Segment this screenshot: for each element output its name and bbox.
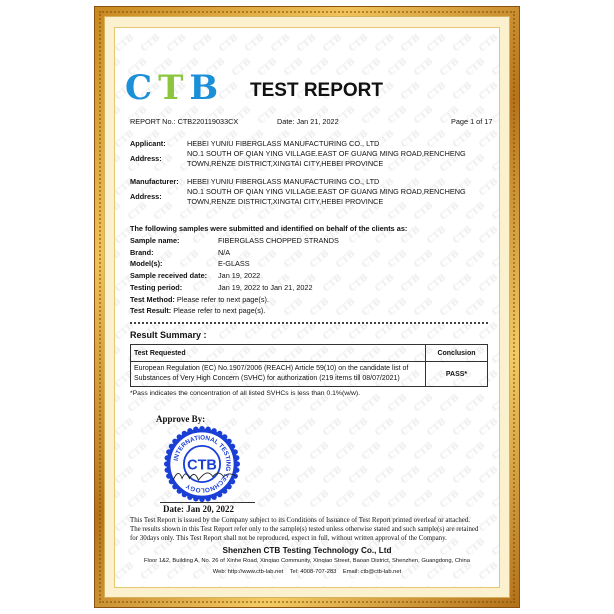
test-result-label: Test Result:: [130, 306, 172, 315]
result-summary-heading: Result Summary :: [130, 330, 207, 340]
page-number: Page 1 of 17: [451, 117, 493, 126]
sample-field-value: FIBERGLASS CHOPPED STRANDS: [218, 236, 339, 245]
sample-field-value: E-GLASS: [218, 259, 250, 269]
footer-web[interactable]: Web: http://www.ctb-lab.net: [212, 569, 284, 575]
result-table: [130, 344, 488, 387]
table-row: [131, 362, 488, 387]
approval-stamp-icon: [164, 426, 240, 502]
sample-field-value: N/A: [218, 247, 231, 257]
footer-tel: Tel: 4008-707-283: [289, 569, 337, 575]
manufacturer-value: HEBEI YUNIU FIBERGLASS MANUFACTURING CO., LTD: [187, 177, 380, 186]
logo-c: C: [125, 68, 159, 108]
applicant-address-line2: TOWN,RENZE DISTRICT,XINGTAI CITY,HEBEI PROVINCE: [187, 159, 384, 168]
logo-t: T: [158, 68, 190, 108]
approve-by-label: Approve By:: [156, 414, 206, 424]
page-title: TEST REPORT: [250, 80, 384, 101]
test-method-label: Test Method:: [130, 295, 175, 304]
disclaimer-line: The results shown in this Test Report refer only to the sample(s) tested unless otherwise stated and such sample(s) are retained: [130, 526, 479, 533]
report-date: Date: Jan 21, 2022: [277, 117, 339, 126]
applicant-address-line1: NO.1 SOUTH OF QIAN YING VILLAGE.EAST OF GUANG MING ROAD,RENCHENG: [187, 149, 466, 158]
test-result: [130, 306, 265, 315]
stamp-center-text: CTB: [187, 457, 217, 474]
footer-email[interactable]: Email: ctb@ctb-lab.net: [342, 569, 402, 575]
samples-intro: The following samples were submitted and identified on behalf of the clients as:: [130, 224, 408, 233]
col-conclusion: Conclusion: [426, 345, 488, 362]
col-test-requested: Test Requested: [131, 345, 426, 362]
manufacturer-address-label: Address:: [130, 192, 162, 201]
test-requested-line1: European Regulation (EC) No.1907/2006 (REACH) Article 59(10) on the candidate list of: [134, 365, 409, 372]
dotted-divider: [130, 322, 488, 324]
disclaimer: [130, 516, 478, 543]
manufacturer-address-line1: NO.1 SOUTH OF QIAN YING VILLAGE.EAST OF GUANG MING ROAD,RENCHENG: [187, 187, 466, 196]
ctb-logo: [125, 68, 224, 108]
table-header-row: [131, 345, 488, 362]
test-method-value: Please refer to next page(s).: [176, 295, 269, 304]
sample-field-label: Model(s):: [130, 259, 163, 269]
applicant-value: HEBEI YUNIU FIBERGLASS MANUFACTURING CO., LTD: [187, 139, 380, 148]
disclaimer-line: for 30days only. This Test Report shall not be reproduced, expect in full, without written approval of the Company.: [130, 535, 447, 542]
footnote: *Pass indicates the concentration of all listed SVHCs is less than 0.1%(w/w).: [130, 390, 361, 397]
applicant-label: Applicant:: [130, 139, 166, 148]
sample-field-label: Brand:: [130, 247, 154, 257]
test-result-value: Please refer to next page(s).: [173, 306, 266, 315]
test-method: [130, 295, 269, 304]
footer-address: Floor 1&2, Building A, No. 26 of Xinhe Road, Xinqiao Community, Xinqiao Street, Baoan District, Shenzhen, Guangdong, China: [144, 558, 470, 564]
conclusion-value: PASS*: [426, 362, 488, 387]
footer-contacts: [0, 569, 614, 575]
sample-field-label: Testing period:: [130, 282, 183, 292]
disclaimer-line: This Test Report is issued by the Company subject to its Conditions of Issuance of Test Report printed overleaf or attached.: [130, 517, 470, 524]
sample-field-value: Jan 19, 2022 to Jan 21, 2022: [218, 282, 313, 292]
test-requested-line2: Substances of Very High Concern (SVHC) for authorization (219 items till 08/07/2021): [134, 375, 400, 382]
approval-date: Date: Jan 20, 2022: [163, 504, 234, 514]
report-number: REPORT No.: CTB220119033CX: [130, 117, 239, 126]
manufacturer-address-line2: TOWN,RENZE DISTRICT,XINGTAI CITY,HEBEI PROVINCE: [187, 197, 384, 206]
manufacturer-label: Manufacturer:: [130, 177, 179, 186]
signature-line: [160, 502, 255, 503]
sample-field-label: Sample received date:: [130, 271, 208, 281]
applicant-address-label: Address:: [130, 154, 162, 163]
logo-b: B: [189, 68, 225, 108]
sample-field-label: Sample name:: [130, 236, 180, 245]
footer-company: Shenzhen CTB Testing Technology Co., Ltd: [222, 546, 392, 555]
sample-field-value: Jan 19, 2022: [218, 271, 261, 281]
stamp-ring-text: INTERNATIONAL TESTING TECHNOLOGY: [172, 434, 232, 494]
